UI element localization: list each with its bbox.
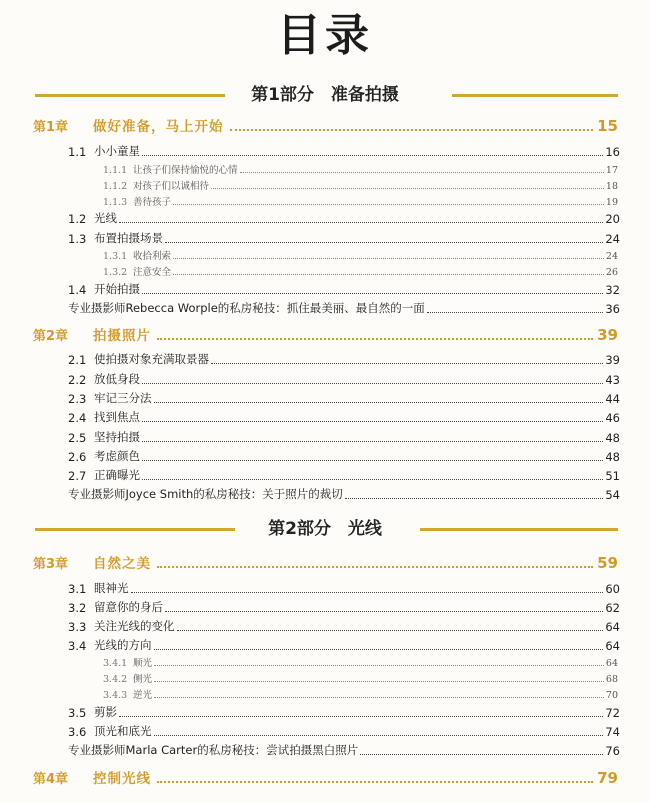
entry-title: 光线的方向 bbox=[94, 638, 152, 652]
entry-page: 19 bbox=[605, 197, 618, 208]
chapter-title: 控制光线 bbox=[93, 771, 151, 787]
entry-page: 26 bbox=[605, 267, 618, 278]
part-label: 第2部分 光线 bbox=[260, 519, 390, 539]
toc-entry-3-6[interactable] bbox=[68, 723, 620, 739]
entry-title: 坚持拍摄 bbox=[94, 430, 140, 444]
toc-entry-1-4[interactable] bbox=[68, 281, 620, 297]
chapter-number: 第3章 bbox=[33, 557, 69, 572]
entry-title: 开始拍摄 bbox=[94, 282, 140, 296]
dot-leader bbox=[154, 681, 604, 682]
entry-number: 1.3 bbox=[68, 232, 87, 246]
entry-number: 1.1.1 bbox=[103, 165, 128, 176]
entry-number: 1.3.2 bbox=[103, 267, 128, 278]
part-label: 第1部分 准备拍摄 bbox=[243, 85, 407, 105]
entry-title: 专业摄影师Marla Carter的私房秘技：尝试拍摄黑白照片 bbox=[68, 743, 359, 757]
dot-leader bbox=[142, 441, 603, 442]
entry-number: 2.6 bbox=[68, 450, 87, 464]
dot-leader bbox=[240, 172, 604, 173]
entry-title: 顶光和底光 bbox=[94, 724, 152, 738]
chapter-number: 第2章 bbox=[33, 329, 69, 344]
toc-entry-3-4-1[interactable] bbox=[103, 656, 618, 669]
entry-title: 侧光 bbox=[133, 674, 153, 685]
entry-number: 2.2 bbox=[68, 373, 87, 387]
entry-title: 剪影 bbox=[94, 705, 117, 719]
entry-page: 74 bbox=[605, 725, 620, 739]
chapter-number: 第1章 bbox=[33, 120, 69, 135]
entry-number: 2.7 bbox=[68, 469, 87, 483]
dot-leader bbox=[142, 293, 603, 294]
entry-title: 眼神光 bbox=[94, 581, 129, 595]
chapter-4-row[interactable] bbox=[33, 767, 618, 787]
toc-entry-1-3[interactable] bbox=[68, 230, 620, 246]
toc-entry-2-3[interactable] bbox=[68, 390, 620, 406]
toc-entry-1-3-1[interactable] bbox=[103, 249, 618, 262]
entry-number: 1.1.3 bbox=[103, 197, 128, 208]
entry-number: 3.1 bbox=[68, 582, 87, 596]
page-title: 目录 bbox=[277, 10, 373, 61]
chapter-1-row[interactable] bbox=[33, 115, 618, 135]
dot-leader bbox=[154, 697, 604, 698]
entry-page: 18 bbox=[605, 181, 618, 192]
dot-leader bbox=[360, 754, 603, 755]
dot-leader bbox=[142, 421, 603, 422]
entry-number: 3.6 bbox=[68, 725, 87, 739]
dot-leader bbox=[142, 460, 603, 461]
toc-entry-3-1[interactable] bbox=[68, 580, 620, 596]
entry-title: 顺光 bbox=[133, 658, 153, 669]
toc-entry-2-7[interactable] bbox=[68, 467, 620, 483]
chapter-number: 第4章 bbox=[33, 772, 69, 787]
dot-leader bbox=[345, 498, 604, 499]
entry-page: 36 bbox=[605, 302, 620, 316]
entry-page: 24 bbox=[605, 232, 620, 246]
dot-leader bbox=[154, 402, 604, 403]
entry-title: 光线 bbox=[94, 211, 117, 225]
toc-entry-2-4[interactable] bbox=[68, 409, 620, 425]
entry-number: 1.4 bbox=[68, 283, 87, 297]
dot-leader bbox=[157, 781, 593, 783]
entry-title: 让孩子们保持愉悦的心情 bbox=[133, 165, 238, 176]
chapter-page: 15 bbox=[597, 117, 618, 135]
dot-leader bbox=[427, 312, 604, 313]
toc-entry-3-3[interactable] bbox=[68, 618, 620, 634]
entry-page: 16 bbox=[605, 145, 620, 159]
entry-page: 17 bbox=[605, 165, 618, 176]
entry-page: 48 bbox=[605, 450, 620, 464]
entry-title: 对孩子们以诚相待 bbox=[133, 181, 210, 192]
entry-title: 找到焦点 bbox=[94, 410, 140, 424]
entry-title: 布置拍摄场景 bbox=[94, 231, 163, 245]
entry-page: 46 bbox=[605, 411, 620, 425]
dot-leader bbox=[142, 155, 603, 156]
entry-number: 3.4.3 bbox=[103, 690, 128, 701]
entry-number: 2.4 bbox=[68, 411, 87, 425]
entry-page: 24 bbox=[605, 251, 618, 262]
entry-title: 考虑颜色 bbox=[94, 449, 140, 463]
entry-page: 43 bbox=[605, 373, 620, 387]
dot-leader bbox=[165, 242, 603, 243]
toc-entry-2-1[interactable] bbox=[68, 351, 620, 367]
entry-number: 2.1 bbox=[68, 353, 87, 367]
dot-leader bbox=[142, 479, 603, 480]
entry-page: 64 bbox=[605, 620, 620, 634]
entry-number: 3.3 bbox=[68, 620, 87, 634]
entry-number: 3.4 bbox=[68, 639, 87, 653]
part-heading-1 bbox=[0, 82, 650, 108]
toc-entry-pro-tip-1[interactable] bbox=[68, 300, 620, 316]
entry-page: 54 bbox=[605, 488, 620, 502]
toc-entry-pro-tip-3[interactable] bbox=[68, 742, 620, 758]
dot-leader bbox=[154, 665, 604, 666]
part-heading-2 bbox=[0, 516, 650, 542]
dot-leader bbox=[177, 630, 604, 631]
entry-number: 1.1 bbox=[68, 145, 87, 159]
chapter-page: 59 bbox=[597, 554, 618, 572]
toc-entry-1-1[interactable] bbox=[68, 143, 620, 159]
toc-entry-3-4-3[interactable] bbox=[103, 688, 618, 701]
entry-page: 72 bbox=[605, 706, 620, 720]
entry-page: 20 bbox=[605, 212, 620, 226]
entry-number: 3.4.1 bbox=[103, 658, 128, 669]
entry-page: 68 bbox=[605, 674, 618, 685]
entry-title: 逆光 bbox=[133, 690, 153, 701]
toc-entry-1-3-2[interactable] bbox=[103, 265, 618, 278]
dot-leader bbox=[157, 566, 593, 568]
dot-leader bbox=[230, 129, 594, 131]
entry-page: 76 bbox=[605, 744, 620, 758]
entry-title: 牢记三分法 bbox=[94, 391, 152, 405]
entry-number: 1.1.2 bbox=[103, 181, 128, 192]
toc-entry-3-2[interactable] bbox=[68, 599, 620, 615]
entry-page: 48 bbox=[605, 431, 620, 445]
entry-title: 善待孩子 bbox=[133, 197, 172, 208]
entry-title: 关注光线的变化 bbox=[94, 619, 175, 633]
dot-leader bbox=[173, 204, 604, 205]
dot-leader bbox=[165, 611, 603, 612]
entry-number: 3.4.2 bbox=[103, 674, 128, 685]
entry-number: 3.2 bbox=[68, 601, 87, 615]
entry-number: 2.3 bbox=[68, 392, 87, 406]
entry-page: 62 bbox=[605, 601, 620, 615]
dot-leader bbox=[142, 383, 603, 384]
chapter-title: 做好准备，马上开始 bbox=[93, 119, 224, 135]
chapter-3-row[interactable] bbox=[33, 552, 618, 572]
entry-title: 留意你的身后 bbox=[94, 600, 163, 614]
dot-leader bbox=[119, 222, 603, 223]
dot-leader bbox=[154, 735, 604, 736]
dot-leader bbox=[173, 274, 604, 275]
entry-title: 使拍摄对象充满取景器 bbox=[94, 352, 209, 366]
dot-leader bbox=[211, 363, 603, 364]
toc-entry-2-6[interactable] bbox=[68, 448, 620, 464]
toc-entry-3-4-2[interactable] bbox=[103, 672, 618, 685]
entry-page: 39 bbox=[605, 353, 620, 367]
entry-number: 3.5 bbox=[68, 706, 87, 720]
entry-page: 60 bbox=[605, 582, 620, 596]
dot-leader bbox=[173, 258, 604, 259]
toc-entry-1-1-3[interactable] bbox=[103, 195, 618, 208]
chapter-page: 79 bbox=[597, 769, 618, 787]
chapter-title: 拍摄照片 bbox=[93, 328, 151, 344]
toc-entry-3-5[interactable] bbox=[68, 704, 620, 720]
chapter-title: 自然之美 bbox=[93, 556, 151, 572]
entry-title: 小小童星 bbox=[94, 144, 140, 158]
entry-page: 64 bbox=[605, 658, 618, 669]
toc-entry-2-5[interactable] bbox=[68, 429, 620, 445]
entry-title: 收拾利索 bbox=[133, 251, 172, 262]
entry-number: 1.2 bbox=[68, 212, 87, 226]
toc-entry-1-2[interactable] bbox=[68, 210, 620, 226]
entry-title: 正确曝光 bbox=[94, 468, 140, 482]
dot-leader bbox=[154, 649, 604, 650]
entry-page: 44 bbox=[605, 392, 620, 406]
toc-entry-pro-tip-2[interactable] bbox=[68, 486, 620, 502]
toc-entry-2-2[interactable] bbox=[68, 371, 620, 387]
entry-title: 放低身段 bbox=[94, 372, 140, 386]
toc-entry-1-1-1[interactable] bbox=[103, 163, 618, 176]
entry-page: 70 bbox=[605, 690, 618, 701]
entry-title: 专业摄影师Joyce Smith的私房秘技：关于照片的裁切 bbox=[68, 487, 343, 501]
entry-title: 专业摄影师Rebecca Worple的私房秘技：抓住最美丽、最自然的一面 bbox=[68, 301, 425, 315]
chapter-2-row[interactable] bbox=[33, 324, 618, 344]
dot-leader bbox=[157, 338, 593, 340]
toc-entry-3-4[interactable] bbox=[68, 637, 620, 653]
chapter-page: 39 bbox=[597, 326, 618, 344]
entry-page: 51 bbox=[605, 469, 620, 483]
entry-number: 2.5 bbox=[68, 431, 87, 445]
dot-leader bbox=[131, 592, 604, 593]
entry-number: 1.3.1 bbox=[103, 251, 128, 262]
toc-entry-1-1-2[interactable] bbox=[103, 179, 618, 192]
dot-leader bbox=[211, 188, 604, 189]
dot-leader bbox=[119, 716, 603, 717]
entry-page: 64 bbox=[605, 639, 620, 653]
entry-page: 32 bbox=[605, 283, 620, 297]
entry-title: 注意安全 bbox=[133, 267, 172, 278]
